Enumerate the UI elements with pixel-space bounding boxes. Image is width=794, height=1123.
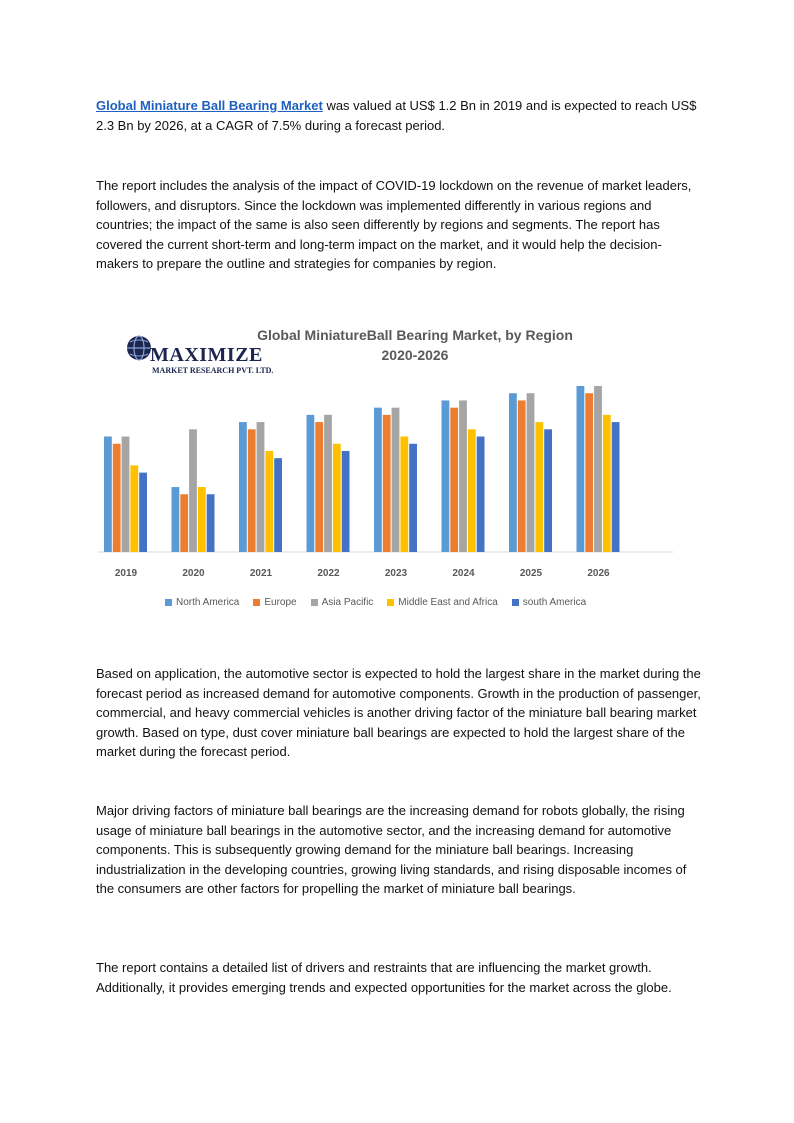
covid-paragraph: The report includes the analysis of the impact of COVID-19 lockdown on the revenue of market leaders, followers, and disruptors. Since the lockdown was implemented differently in various regions and countries; the impact of the same is also seen differently by regions and segments. The report has covered the current short-term and long-term impact on the market, and it would help the decision-makers to prepare the outline and strategies for companies by region. bbox=[96, 178, 692, 271]
chart-title-line2: 2020-2026 bbox=[381, 347, 449, 363]
bar-2024-north-america bbox=[442, 400, 450, 552]
legend-item-south-america bbox=[512, 597, 586, 608]
intro-paragraph bbox=[96, 96, 701, 135]
bar-2024-europe bbox=[450, 408, 458, 552]
legend-swatch bbox=[387, 599, 394, 606]
chart-plot bbox=[90, 318, 690, 588]
drivers-paragraph: Major driving factors of miniature ball bearings are the increasing demand for robots globally, the rising usage of miniature ball bearings in the automotive sector, and the increasing demand for automotive components. This is subsequently growing demand for the miniature ball bearings. Increasing industrialization in the developing countries, growing living standards, and rising disposable incomes of the consumers are other factors for propelling the market of miniature ball bearings. bbox=[96, 803, 687, 896]
x-tick-label-2024: 2024 bbox=[452, 568, 475, 579]
bar-2021-asia-pacific bbox=[257, 422, 265, 552]
x-tick-label-2025: 2025 bbox=[519, 568, 543, 579]
bar-2024-middle-east-and-africa bbox=[468, 429, 476, 552]
bar-2026-europe bbox=[585, 393, 593, 552]
report-paragraph: The report contains a detailed list of drivers and restraints that are influencing the market growth. Additionally, it provides emerging trends and expected opportunities for the market across the globe. bbox=[96, 960, 672, 995]
legend-swatch bbox=[512, 599, 519, 606]
bar-2020-north-america bbox=[172, 487, 180, 552]
x-tick-label-2021: 2021 bbox=[249, 568, 273, 579]
application-paragraph: Based on application, the automotive sector is expected to hold the largest share in the market during the forecast period as increased demand for automotive components. Growth in the production of passenger, commercial, and heavy commercial vehicles is another driving factor of the miniature ball bearing market growth. Based on type, dust cover miniature ball bearings are expected to hold the largest share of the market during the forecast period. bbox=[96, 666, 701, 759]
bar-2023-middle-east-and-africa bbox=[400, 437, 408, 552]
x-tick-label-2026: 2026 bbox=[587, 568, 610, 579]
legend-label: Europe bbox=[264, 597, 297, 608]
bar-2025-middle-east-and-africa bbox=[535, 422, 543, 552]
legend-item-asia-pacific bbox=[311, 597, 374, 608]
legend-label: North America bbox=[176, 597, 240, 608]
bar-2019-south-america bbox=[139, 473, 147, 552]
legend-item-north-america bbox=[165, 597, 239, 608]
bar-2019-middle-east-and-africa bbox=[130, 465, 138, 552]
chart-legend bbox=[165, 597, 586, 608]
x-tick-label-2019: 2019 bbox=[114, 568, 138, 579]
legend-label: Middle East and Africa bbox=[398, 597, 498, 608]
bar-2026-south-america bbox=[612, 422, 620, 552]
bar-2021-europe bbox=[248, 429, 256, 552]
bar-2020-middle-east-and-africa bbox=[198, 487, 206, 552]
bar-2024-asia-pacific bbox=[459, 400, 467, 552]
logo-name: MAXIMIZE bbox=[150, 344, 263, 366]
legend-swatch bbox=[311, 599, 318, 606]
bar-2020-asia-pacific bbox=[189, 429, 197, 552]
bar-2025-europe bbox=[518, 400, 526, 552]
bar-2026-asia-pacific bbox=[594, 386, 602, 552]
legend-item-europe bbox=[253, 597, 296, 608]
bar-2024-south-america bbox=[477, 437, 485, 552]
legend-swatch bbox=[165, 599, 172, 606]
bar-2022-asia-pacific bbox=[324, 415, 332, 552]
legend-item-middle-east-and-africa bbox=[387, 597, 498, 608]
region-bar-chart bbox=[90, 318, 690, 620]
bar-2019-asia-pacific bbox=[122, 437, 130, 552]
bar-2026-middle-east-and-africa bbox=[603, 415, 611, 552]
bar-2022-south-america bbox=[342, 451, 350, 552]
bar-2020-south-america bbox=[207, 494, 215, 552]
bar-2021-south-america bbox=[274, 458, 282, 552]
bar-2026-north-america bbox=[577, 386, 585, 552]
chart-title-line1: Global MiniatureBall Bearing Market, by Region bbox=[257, 327, 573, 343]
x-tick-label-2023: 2023 bbox=[384, 568, 408, 579]
logo-subtitle: MARKET RESEARCH PVT. LTD. bbox=[152, 366, 274, 375]
bar-2019-europe bbox=[113, 444, 121, 552]
bar-2020-europe bbox=[180, 494, 188, 552]
x-tick-label-2022: 2022 bbox=[317, 568, 340, 579]
legend-swatch bbox=[253, 599, 260, 606]
market-link[interactable]: Global Miniature Ball Bearing Market bbox=[96, 98, 323, 113]
x-tick-label-2020: 2020 bbox=[182, 568, 205, 579]
bar-2025-south-america bbox=[544, 429, 552, 552]
bar-2023-asia-pacific bbox=[392, 408, 400, 552]
bar-2023-europe bbox=[383, 415, 391, 552]
bar-2022-north-america bbox=[307, 415, 315, 552]
bar-2021-middle-east-and-africa bbox=[265, 451, 273, 552]
legend-label: south America bbox=[522, 597, 587, 608]
bar-2022-middle-east-and-africa bbox=[333, 444, 341, 552]
bar-2025-asia-pacific bbox=[527, 393, 535, 552]
legend-label: Asia Pacific bbox=[321, 597, 374, 608]
bar-2021-north-america bbox=[239, 422, 247, 552]
bar-2023-north-america bbox=[374, 408, 382, 552]
bar-2022-europe bbox=[315, 422, 323, 552]
intro-text: was valued at US$ 1.2 Bn in 2019 and is expected to reach US$ 2.3 Bn by 2026, at a CAGR of 7.5% during a forecast period. bbox=[96, 98, 697, 133]
bar-2025-north-america bbox=[509, 393, 517, 552]
bar-2019-north-america bbox=[104, 437, 112, 552]
bar-2023-south-america bbox=[409, 444, 417, 552]
